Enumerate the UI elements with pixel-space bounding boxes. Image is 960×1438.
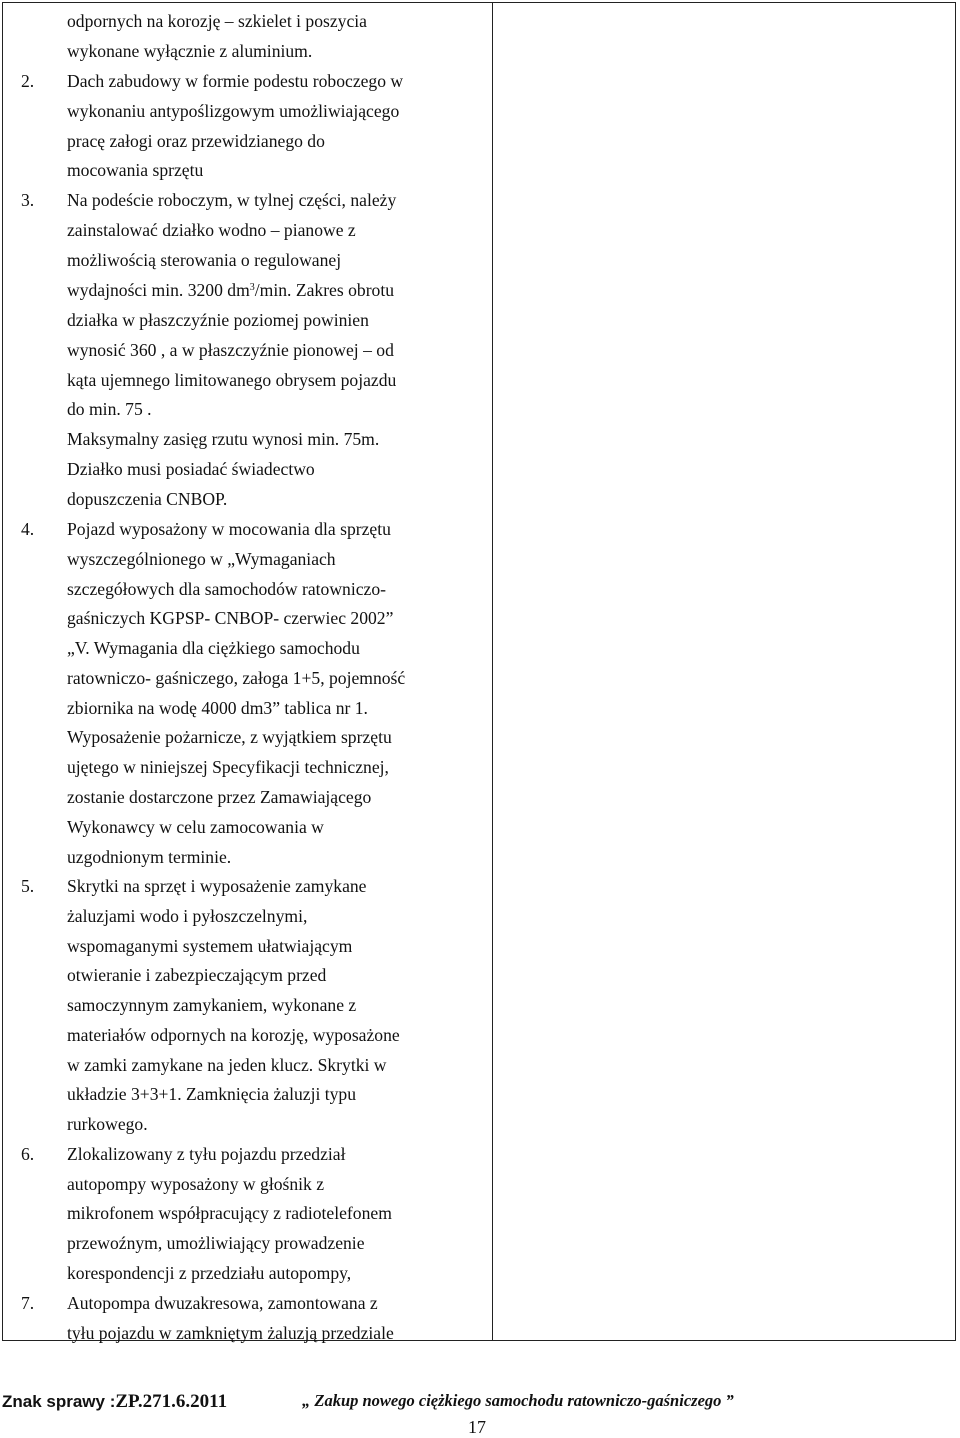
spec-line: wykonane wyłącznie z aluminium. bbox=[67, 41, 313, 61]
spec-line: ratowniczo- gaśniczego, załoga 1+5, pojemność bbox=[67, 668, 406, 688]
spec-line: żaluzjami wodo i pyłoszczelnymi, bbox=[67, 906, 308, 926]
specification-table bbox=[2, 2, 956, 1341]
spec-text: wydajności min. 3200 dm bbox=[67, 280, 250, 300]
item-number: 2. bbox=[21, 71, 35, 91]
spec-line: wspomaganymi systemem ułatwiającym bbox=[67, 936, 353, 956]
superscript: 3 bbox=[249, 282, 255, 293]
case-reference-label: Znak sprawy : bbox=[2, 1392, 116, 1411]
spec-line: działka w płaszczyźnie poziomej powinien bbox=[67, 310, 369, 330]
spec-line: zostanie dostarczone przez Zamawiającego bbox=[67, 787, 372, 807]
spec-line: zainstalować działko wodno – pianowe z bbox=[67, 220, 356, 240]
spec-line: wyszczególnionego w „Wymaganiach bbox=[67, 549, 336, 569]
item-number: 4. bbox=[21, 519, 35, 539]
spec-line: Działko musi posiadać świadectwo bbox=[67, 459, 315, 479]
spec-line: „V. Wymagania dla ciężkiego samochodu bbox=[67, 638, 360, 658]
spec-line: mikrofonem współpracujący z radiotelefonem bbox=[67, 1203, 392, 1223]
spec-line: wynosić 360 , a w płaszczyźnie pionowej – od bbox=[67, 340, 394, 360]
spec-line: Wykonawcy w celu zamocowania w bbox=[67, 817, 324, 837]
footer-title: „ Zakup nowego ciężkiego samochodu ratowniczo-gaśniczego ” bbox=[302, 1391, 734, 1410]
spec-line: szczegółowych dla samochodów ratowniczo- bbox=[67, 579, 387, 599]
item-number: 6. bbox=[21, 1144, 35, 1164]
item-number: 5. bbox=[21, 876, 35, 896]
spec-line: do min. 75 . bbox=[67, 399, 152, 419]
spec-line: dopuszczenia CNBOP. bbox=[67, 489, 228, 509]
spec-text: /min. Zakres obrotu bbox=[254, 280, 395, 300]
spec-line: układzie 3+3+1. Zamknięcia żaluzji typu bbox=[67, 1084, 357, 1104]
page-number: 17 bbox=[468, 1417, 486, 1437]
column-divider bbox=[492, 3, 493, 1340]
spec-line: otwieranie i zabezpieczającym przed bbox=[67, 965, 327, 985]
item-number: 3. bbox=[21, 190, 35, 210]
spec-line: możliwością sterowania o regulowanej bbox=[67, 250, 342, 270]
case-reference-code: ZP.271.6.2011 bbox=[115, 1391, 228, 1412]
spec-line: uzgodnionym terminie. bbox=[67, 847, 232, 867]
spec-line: Wyposażenie pożarnicze, z wyjątkiem sprzętu bbox=[67, 727, 392, 747]
spec-line: Dach zabudowy w formie podestu roboczego w bbox=[67, 71, 404, 91]
case-reference bbox=[2, 1391, 227, 1413]
spec-line: samoczynnym zamykaniem, wykonane z bbox=[67, 995, 357, 1015]
spec-line: gaśniczych KGPSP- CNBOP- czerwiec 2002” bbox=[67, 608, 394, 628]
spec-line: Maksymalny zasięg rzutu wynosi min. 75m. bbox=[67, 429, 380, 449]
spec-text-column bbox=[3, 3, 492, 1343]
spec-line bbox=[67, 280, 394, 300]
spec-line: wykonaniu antypoślizgowym umożliwiającego bbox=[67, 101, 400, 121]
spec-line: mocowania sprzętu bbox=[67, 160, 204, 180]
spec-line: kąta ujemnego limitowanego obrysem pojazdu bbox=[67, 370, 397, 390]
spec-line: w zamki zamykane na jeden klucz. Skrytki w bbox=[67, 1055, 387, 1075]
spec-line: Autopompa dwuzakresowa, zamontowana z bbox=[67, 1293, 378, 1313]
spec-line: korespondencji z przedziału autopompy, bbox=[67, 1263, 352, 1283]
spec-line: Zlokalizowany z tyłu pojazdu przedział bbox=[67, 1144, 346, 1164]
spec-line: Na podeście roboczym, w tylnej części, należy bbox=[67, 190, 397, 210]
spec-line: rurkowego. bbox=[67, 1114, 148, 1134]
spec-line: Pojazd wyposażony w mocowania dla sprzętu bbox=[67, 519, 391, 539]
spec-line: ujętego w niniejszej Specyfikacji technicznej, bbox=[67, 757, 389, 777]
spec-line: pracę załogi oraz przewidzianego do bbox=[67, 131, 325, 151]
spec-line: autopompy wyposażony w głośnik z bbox=[67, 1174, 325, 1194]
item-number: 7. bbox=[21, 1293, 35, 1313]
spec-line: odpornych na korozję – szkielet i poszycia bbox=[67, 11, 367, 31]
spec-line: materiałów odpornych na korozję, wyposażone bbox=[67, 1025, 400, 1045]
spec-line: tyłu pojazdu w zamkniętym żaluzją przedziale bbox=[67, 1323, 394, 1343]
spec-line: Skrytki na sprzęt i wyposażenie zamykane bbox=[67, 876, 367, 896]
spec-line: przewoźnym, umożliwiający prowadzenie bbox=[67, 1233, 365, 1253]
spec-line: zbiornika na wodę 4000 dm3” tablica nr 1. bbox=[67, 698, 368, 718]
page-footer bbox=[2, 1391, 952, 1413]
